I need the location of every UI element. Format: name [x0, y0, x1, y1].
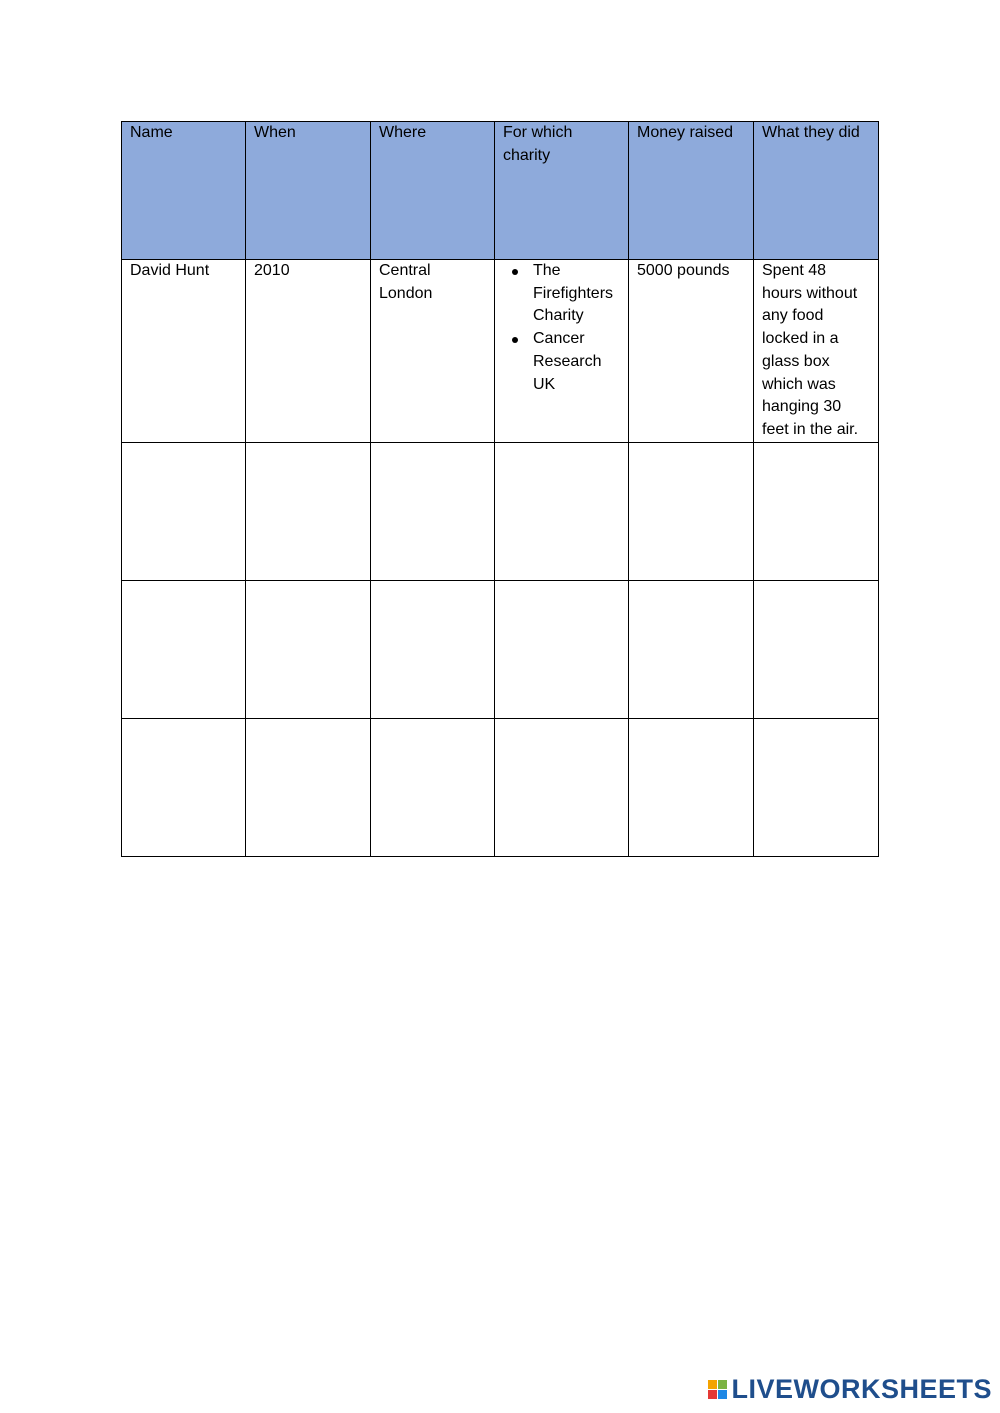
logo-square-green — [718, 1380, 727, 1389]
charity-list-item: Cancer Research UK — [533, 328, 620, 396]
logo-square-blue — [718, 1390, 727, 1399]
header-what-they-did: What they did — [754, 122, 879, 260]
cell-charity — [495, 260, 629, 443]
empty-cell[interactable] — [246, 443, 371, 581]
empty-cell[interactable] — [629, 719, 754, 857]
table-row-empty — [122, 581, 879, 719]
cell-when-text: 2010 — [254, 262, 290, 279]
logo-wordmark: LIVEWORKSHEETS — [731, 1374, 992, 1404]
empty-cell[interactable] — [629, 443, 754, 581]
empty-cell[interactable] — [122, 443, 246, 581]
empty-cell[interactable] — [495, 581, 629, 719]
cell-when — [246, 260, 371, 443]
empty-cell[interactable] — [371, 719, 495, 857]
header-where: Where — [371, 122, 495, 260]
empty-cell[interactable] — [495, 719, 629, 857]
cell-name — [122, 260, 246, 443]
charity-table — [121, 121, 879, 857]
empty-cell[interactable] — [371, 443, 495, 581]
table-row-empty — [122, 443, 879, 581]
cell-what-they-did — [754, 260, 879, 443]
empty-cell[interactable] — [246, 719, 371, 857]
empty-cell[interactable] — [371, 581, 495, 719]
charity-list — [503, 260, 620, 396]
logo-square-red — [708, 1390, 717, 1399]
cell-where-text: Central London — [379, 262, 433, 302]
empty-cell[interactable] — [246, 581, 371, 719]
cell-money-raised — [629, 260, 754, 443]
empty-cell[interactable] — [122, 719, 246, 857]
header-row — [122, 122, 879, 260]
logo-mark-icon — [708, 1380, 727, 1399]
empty-cell[interactable] — [754, 581, 879, 719]
cell-where — [371, 260, 495, 443]
empty-cell[interactable] — [754, 443, 879, 581]
empty-cell[interactable] — [495, 443, 629, 581]
empty-cell[interactable] — [122, 581, 246, 719]
logo-square-orange — [708, 1380, 717, 1389]
empty-cell[interactable] — [754, 719, 879, 857]
header-name: Name — [122, 122, 246, 260]
table-row — [122, 260, 879, 443]
table-row-empty — [122, 719, 879, 857]
cell-money-raised-text: 5000 pounds — [637, 262, 730, 279]
cell-what-they-did-text: Spent 48 hours without any food locked in a glass box which was hanging 30 feet in the air. — [762, 262, 859, 438]
cell-name-text: David Hunt — [130, 262, 210, 279]
liveworksheets-logo — [708, 1374, 992, 1405]
header-charity: For which charity — [495, 122, 629, 260]
header-money-raised: Money raised — [629, 122, 754, 260]
charity-list-item: The Firefighters Charity — [533, 260, 620, 328]
empty-cell[interactable] — [629, 581, 754, 719]
header-when: When — [246, 122, 371, 260]
